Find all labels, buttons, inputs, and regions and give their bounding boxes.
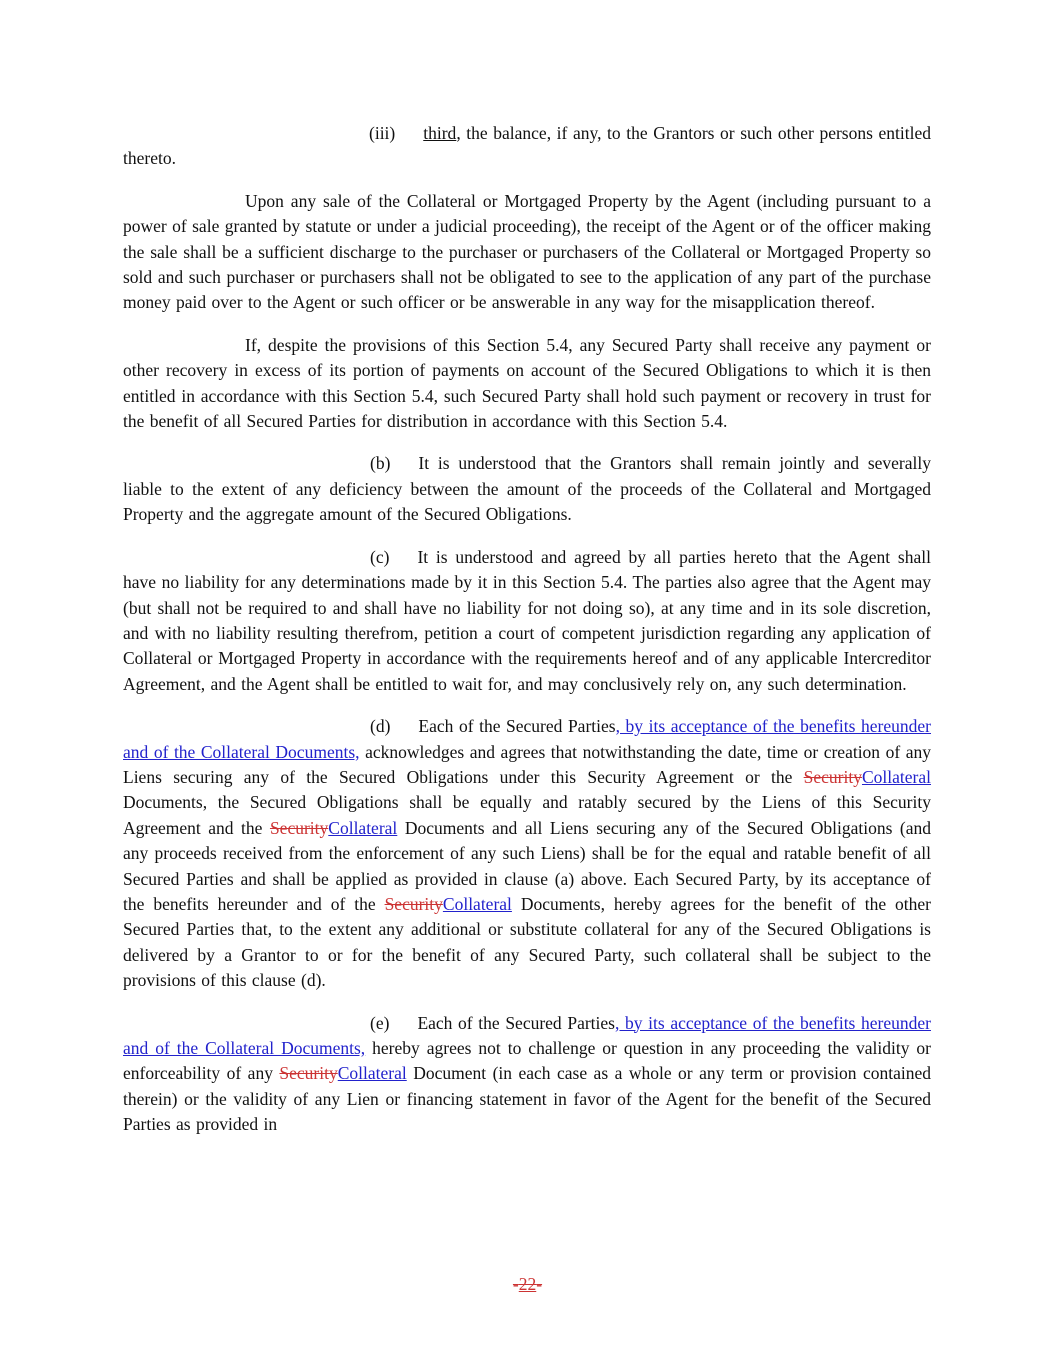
- paragraph-sale-of-collateral: [123, 189, 931, 316]
- deleted-text-run: Security: [384, 893, 443, 914]
- inserted-text-run: , by its acceptance of the benefits hereunder and of the Collateral Documents,: [123, 1012, 931, 1058]
- inserted-text-run: Collateral: [337, 1063, 407, 1084]
- text-run: It is understood that the Grantors shall remain jointly and severally liable to the extent of any deficiency between the amount of the proceeds of the Collateral and Mortgaged Property and the aggregate amount of the Secured Obligations.: [123, 453, 931, 525]
- text-run: If, despite the provisions of this Section 5.4, any Secured Party shall receive any payment or other recovery in excess of its portion of payments on account of the Secured Obligations to which it is then entitled in accordance with this Section 5.4, such Secured Party shall hold such payment or recovery in trust for the benefit of all Secured Parties for distribution in accordance with this Section 5.4.: [123, 334, 931, 432]
- deleted-text-run: -: [512, 1274, 519, 1294]
- clause-iii: [123, 121, 931, 172]
- deleted-text-run: Security: [269, 817, 329, 838]
- page-number: [513, 1274, 542, 1294]
- text-run: (e): [370, 1012, 390, 1033]
- deleted-text-run: Security: [803, 766, 862, 787]
- inserted-text-run: Collateral: [861, 766, 931, 787]
- text-run: Each of the Secured Parties: [418, 716, 616, 737]
- deleted-text-run: Security: [279, 1063, 338, 1084]
- inserted-text-run: , by its acceptance of the benefits hereunder and of the Collateral Documents,: [123, 716, 931, 762]
- clause-b: [123, 451, 931, 527]
- text-run: It is understood and agreed by all parties hereto that the Agent shall have no liability for any determinations made by it in this Section 5.4. The parties also agree that the Agent may (but shall not be required to and shall have no liability for not doing so), at any time and in its sole discretion, and with no liability resulting therefrom, petition a court of competent jurisdiction regarding any application of Collateral or Mortgaged Property in accordance with the requirements hereof and of any applicable Intercreditor Agreement, and the Agent shall be entitled to wait for, and may conclusively rely on, any such determination.: [123, 546, 931, 694]
- clause-e: [123, 1011, 931, 1138]
- text-run: Each of the Secured Parties: [417, 1012, 615, 1033]
- text-run: Document (in each case as a whole or any term or provision contained therein) or the validity of any Lien or financing statement in favor of the Agent for the benefit of the Secured Parties as provided in: [123, 1063, 931, 1135]
- page-footer: [0, 1272, 1055, 1297]
- text-run: Documents, hereby agrees for the benefit of the other Secured Parties that, to the extent any additional or substitute collateral for any of the Secured Obligations is delivered by a Grantor to or for the benefit of any Secured Party, such collateral shall be subject to the provisions of this clause (d).: [123, 893, 932, 991]
- text-run: hereby agrees not to challenge or question in any proceeding the validity or enforceability of any: [123, 1038, 932, 1084]
- inserted-text-run: Collateral: [328, 817, 398, 838]
- text-run: (d): [370, 716, 391, 737]
- text-run: third: [423, 123, 457, 143]
- text-run: Documents, the Secured Obligations shall be equally and ratably secured by the Liens of this Security Agreement and the: [123, 792, 931, 838]
- text-run: (iii): [369, 123, 396, 143]
- text-run: Documents and all Liens securing any of the Secured Obligations (and any proceeds received from the enforcement of any such Liens) shall be for the equal and ratable benefit of all Secured Parties and shall be applied as provided in clause (a) above. Each Secured Party, by its acceptance of the benefits hereunder and of the: [123, 817, 931, 914]
- text-run: (c): [370, 546, 390, 567]
- clause-c: [123, 545, 931, 697]
- text-run: Upon any sale of the Collateral or Mortgaged Property by the Agent (including pursuant to a power of sale granted by statute or under a judicial proceeding), the receipt of the Agent or of the officer making the sale shall be a sufficient discharge to the purchaser or purchasers of the Collateral or Mortgaged Property so sold and such purchaser or purchasers shall not be obligated to see to the application of any part of the purchase money paid over to the Agent or such officer or be answerable in any way for the misapplication thereof.: [123, 190, 931, 313]
- text-run: acknowledges and agrees that notwithstanding the date, time or creation of any Liens securing any of the Secured Obligations under this Security Agreement or the: [123, 741, 931, 787]
- clause-d: [123, 714, 931, 993]
- paragraph-excess-recovery: [123, 333, 931, 435]
- deleted-text-run: -: [536, 1274, 543, 1294]
- document-body: [123, 121, 931, 1155]
- deleted-text-run: 22: [518, 1274, 537, 1294]
- text-run: , the balance, if any, to the Grantors or such other persons entitled thereto.: [123, 123, 931, 169]
- inserted-text-run: Collateral: [442, 893, 512, 914]
- text-run: (b): [370, 453, 391, 474]
